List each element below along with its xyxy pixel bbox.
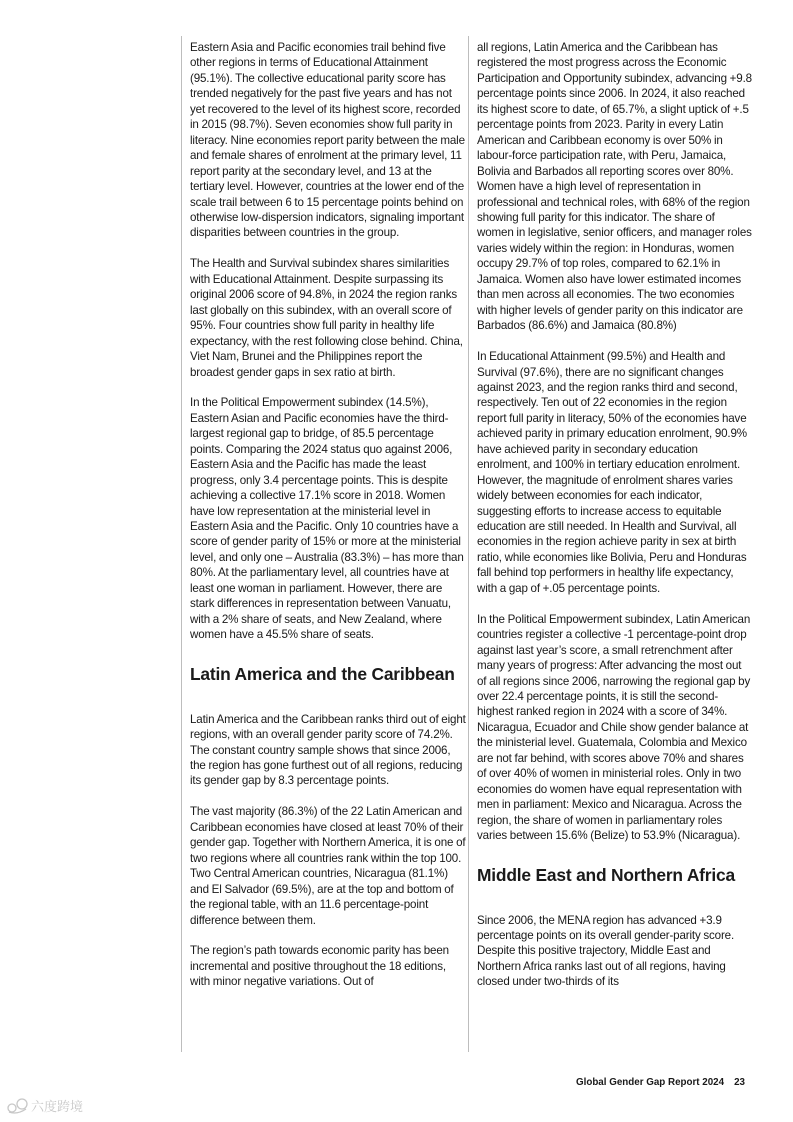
paragraph: all regions, Latin America and the Caribbean has registered the most progress across the Economic Participation and Opportunity subindex, advancing +9.8 percentage points since 2006. In 2024, it also reached its highest score to date, of 65.7%, a slight uptick of +.5 percentage points from 2023. Parity in every Latin American and Caribbean economy is over 50% in labour-force participation rate, with Peru, Jamaica, Bolivia and Barbados all reporting scores over 80%. Women have a high level of representation in professional and technical roles, with 68% of the region showing full parity for this indicator. The share of women in legislative, senior officers, and manager roles varies widely within the region: in Honduras, women occupy 29.7% of top roles, compared to 62.1% in Jamaica. Women also have lower estimated incomes than men across all economies. The two economies with higher levels of gender parity on this indicator are Barbados (86.6%) and Jamaica (80.8%) (477, 41, 752, 333)
section-heading: Latin America and the Caribbean (190, 663, 455, 684)
watermark-text: 六度跨境 (31, 1100, 84, 1115)
paragraph: The Health and Survival subindex shares similarities with Educational Attainment. Despite surpassing its original 2006 score of 94.8%, in 2024 the region ranks last globally on this subindex, with an overall score of 95%. Four countries show full parity in healthy life expectancy, with the rest following close behind. China, Viet Nam, Brunei and the Philippines report the broadest gender gaps in sex ratio at birth. (190, 257, 463, 379)
column-divider-right (468, 36, 469, 1052)
paragraph: The vast majority (86.3%) of the 22 Latin American and Caribbean economies have closed at least 70% of their gender gap. Together with Northern America, it is one of two regions where all countries rank within the top 100. Two Central American countries, Nicaragua (81.1%) and El Salvador (69.5%), are at the top and bottom of the regional table, with an 11.6 percentage-point difference between them. (190, 805, 466, 927)
section-heading: Middle East and Northern Africa (477, 864, 735, 885)
right-column (477, 40, 752, 1005)
watermark-logo (6, 1096, 110, 1116)
report-title: Global Gender Gap Report 2024 (576, 1077, 725, 1088)
left-column (190, 40, 466, 1005)
paragraph: Since 2006, the MENA region has advanced +3.9 percentage points on its overall gender-parity score. Despite this positive trajectory, Middle East and Northern Africa ranks last out of all regions, having closed under two-thirds of its (477, 913, 735, 989)
paragraph: In the Political Empowerment subindex, Latin American countries register a collective -1 percentage-point drop against last year’s score, a small retrenchment after many years of progress: After advancing the most out of all regions since 2006, narrowing the regional gap by over 22.4 percentage points, it is still the second-highest ranked region in 2024 with a score of 34%. Nicaragua, Ecuador and Chile show gender balance at the ministerial level. Guatemala, Colombia and Mexico are not far behind, with scores above 70% and shares of over 40% of women in ministerial roles. Only in two economies do women have equal representation with men in parliament: Mexico and Nicaragua. Across the region, the share of women in parliamentary roles varies between 15.6% (Belize) to 53.9% (Nicaragua). (477, 612, 751, 843)
paragraph: In Educational Attainment (99.5%) and Health and Survival (97.6%), there are no significant changes against 2023, and the region ranks third and second, respectively. Ten out of 22 economies in the region report full parity in literacy, 50% of the economies have achieved parity in primary education enrolment, 90.9% have achieved parity in secondary education enrolment, and 100% in tertiary education enrolment. However, the magnitude of enrolment shares varies widely between economies for each indicator, suggesting efforts to increase access to equitable education are still needed. In Health and Survival, all economies in the region achieve parity in sex at birth ratio, while economies like Bolivia, Peru and Honduras fall behind top performers in healthy life expectancy, with a gap of +.05 percentage points. (477, 350, 747, 595)
page-number: 23 (734, 1077, 745, 1088)
paragraph: Eastern Asia and Pacific economies trail behind five other regions in terms of Educational Attainment (95.1%). The collective educational parity score has trended negatively for the past five years and has not yet recovered to the level of its highest score, recorded in 2015 (98.7%). Seven economies show full parity in literacy. Nine economies report parity between the male and female shares of enrolment at the primary level, 11 report parity at the secondary level, and 13 at the tertiary level. However, countries at the lower end of the scale trail between 6 to 15 percentage points behind on otherwise low-dispersion indicators, signaling important disparities between countries in the group. (190, 41, 465, 240)
page-footer (576, 1077, 745, 1088)
column-divider-left (181, 36, 182, 1052)
paragraph: Latin America and the Caribbean ranks third out of eight regions, with an overall gender parity score of 74.2%. The constant country sample shows that since 2006, the region has gone furthest out of all regions, reducing its gender gap by 8.3 percentage points. (190, 712, 466, 788)
paragraph: The region’s path towards economic parity has been incremental and positive throughout the 18 editions, with minor negative variations. Out of (190, 944, 449, 989)
paragraph: In the Political Empowerment subindex (14.5%), Eastern Asian and Pacific economies have the third-largest regional gap to bridge, of 85.5 percentage points. Comparing the 2024 status quo against 2006, Eastern Asia and the Pacific has made the least progress, only 3.4 percentage points. This is despite achieving a collective 17.1% score in 2018. Women have low representation at the ministerial level in Eastern Asia and the Pacific. Only 10 countries have a score of gender parity of 15% or more at the ministerial level, and only one – Australia (83.3%) – has more than 80%. At the parliamentary level, all countries have at least one woman in parliament. However, there are stark differences in representation between Vanuatu, with a 2% share of seats, and New Zealand, where women have a 45.5% share of seats. (190, 396, 464, 642)
